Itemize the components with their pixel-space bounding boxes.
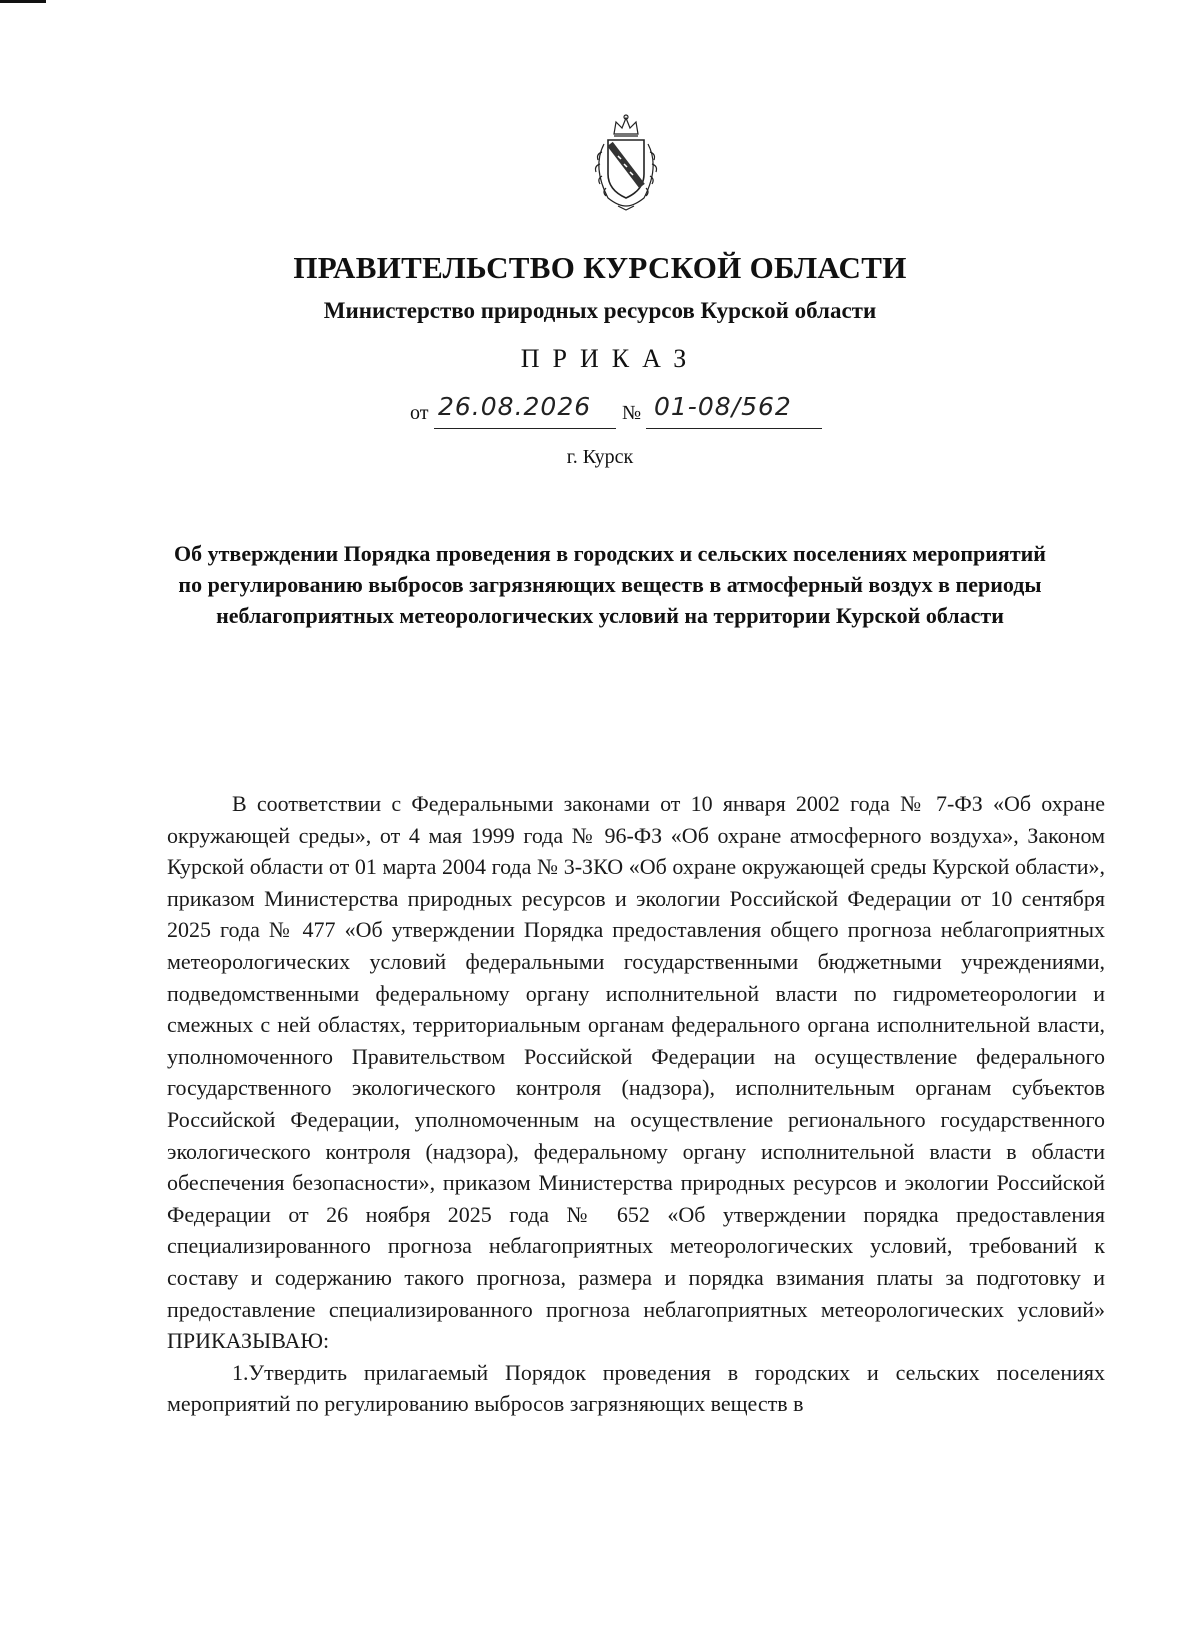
ministry-name: Министерство природных ресурсов Курской области <box>323 298 877 323</box>
order-body <box>167 788 1105 1420</box>
scan-corner-mark <box>0 0 46 3</box>
date-prefix: от <box>410 402 429 424</box>
number-prefix: № <box>622 402 642 424</box>
order-date-number-line <box>410 392 880 436</box>
item-1-paragraph: 1.Утвердить прилагаемый Порядок проведения в городских и сельских поселениях мероприятий по регулированию выбросов загрязняющих веществ в <box>167 1359 1105 1417</box>
preamble-paragraph: В соответствии с Федеральными законами от 10 января 2002 года № 7-ФЗ «Об охране окружающей среды», от 4 мая 1999 года № 96-ФЗ «Об охране атмосферного воздуха», Законом Курской области от 01 марта 2004 года № 3-ЗКО «Об охране окружающей среды Курской области», приказом Министерства природных ресурсов и экологии Российской Федерации от 10 сентября 2025 года № 477 «Об утверждении Порядка предоставления общего прогноза неблагоприятных метеорологических условий федеральными государственными бюджетными учреждениями, подведомственными федеральному органу исполнительной власти по гидрометеорологии и смежных с ней областях, территориальным органам федерального органа исполнительной власти, уполномоченного Правительством Российской Федерации на осуществление федерального государственного экологического контроля (надзора), исполнительным органам субъектов Российской Федерации, уполномоченным на осуществление регионального государственного экологического контроля (надзора), федеральному органу исполнительной власти в области обеспечения безопасности», приказом Министерства природных ресурсов и экологии Российской Федерации от 26 ноября 2025 года № 652 «Об утверждении порядка предоставления специализированного прогноза неблагоприятных метеорологических условий, требований к составу и содержанию такого прогноза, размера и порядка взимания платы за подготовку и предоставление специализированного прогноза неблагоприятных метеорологических условий» ПРИКАЗЫВАЮ: <box>167 791 1105 1354</box>
number-underline <box>646 428 822 429</box>
government-title: ПРАВИТЕЛЬСТВО КУРСКОЙ ОБЛАСТИ <box>293 250 907 285</box>
city-name: г. Курск <box>566 446 634 468</box>
document-type: ПРИКАЗ <box>520 344 700 373</box>
order-number: 01-08/562 <box>654 392 792 421</box>
date-underline <box>434 428 616 429</box>
coat-of-arms-emblem <box>578 112 674 212</box>
order-subject-title: Об утверждении Порядка проведения в городских и сельских поселениях мероприятий по регулированию выбросов загрязняющих веществ в атмосферный воздух в периоды неблагоприятных метеорологических условий на территории Курской области <box>174 541 1046 628</box>
order-date: 26.08.2026 <box>438 392 592 421</box>
